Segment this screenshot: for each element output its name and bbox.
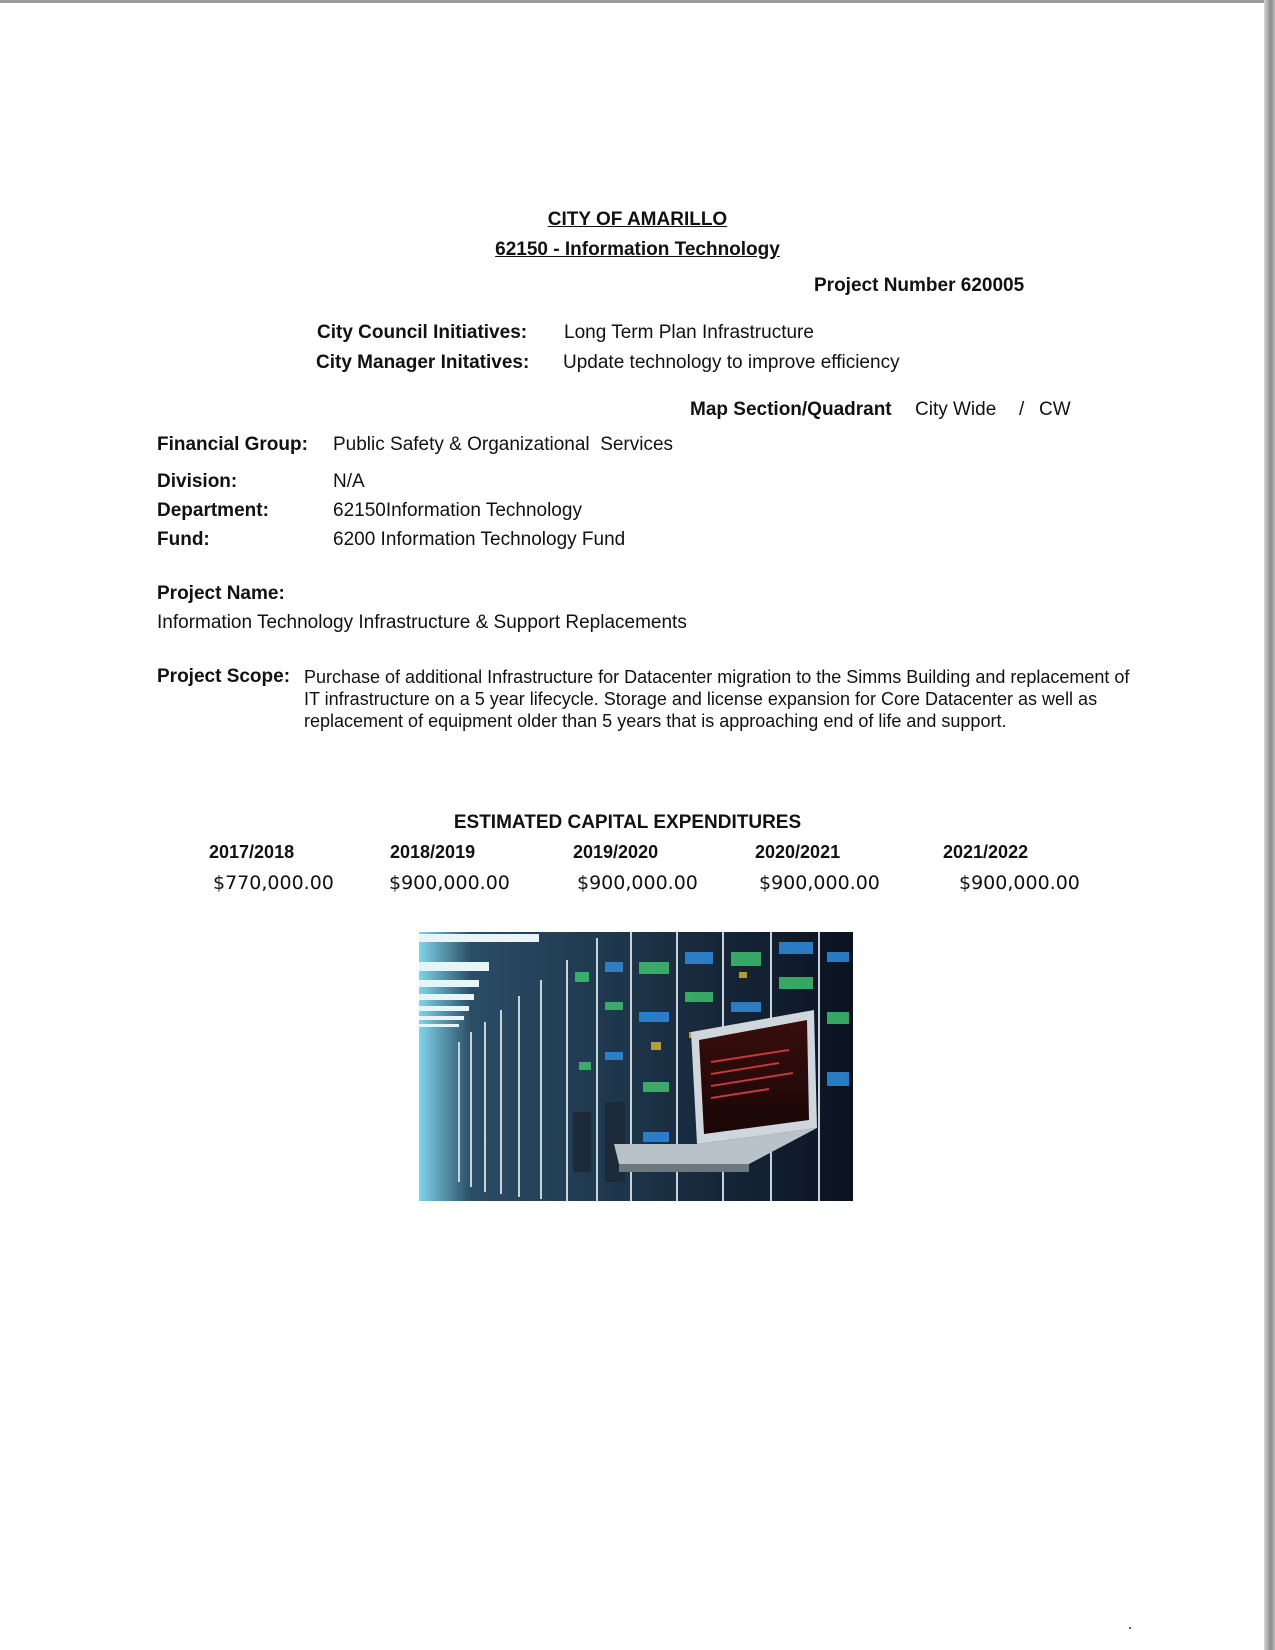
fiscal-year-2018: 2018/2019 (390, 842, 476, 862)
project-name-value: Information Technology Infrastructure & Support Replacements (157, 612, 687, 633)
project-scope-label: Project Scope: (157, 666, 291, 687)
department-value: 62150Information Technology (333, 500, 582, 521)
division-label: Division: (157, 471, 238, 492)
fiscal-year-2017: 2017/2018 (209, 842, 295, 862)
department-label: Department: (157, 500, 269, 521)
fiscal-year-2021: 2021/2022 (943, 842, 1029, 862)
org-title: CITY OF AMARILLO (547, 209, 728, 230)
fiscal-year-2020: 2020/2021 (755, 842, 841, 862)
council-initiatives-label: City Council Initiatives: (317, 322, 528, 343)
amount-2019: $900,000.00 (577, 872, 698, 894)
fund-label: Fund: (157, 529, 210, 550)
financial-group-value: Public Safety & Organizational Services (333, 434, 674, 455)
map-section-separator: / (1019, 399, 1025, 420)
scan-top-edge (0, 0, 1275, 3)
amount-2017: $770,000.00 (213, 872, 334, 894)
map-section-value: City Wide (915, 399, 997, 420)
amount-2021: $900,000.00 (959, 872, 1080, 894)
department-title: 62150 - Information Technology (495, 239, 780, 260)
amount-2018: $900,000.00 (389, 872, 510, 894)
amount-2020: $900,000.00 (759, 872, 880, 894)
project-number: Project Number 620005 (814, 275, 1025, 296)
map-section-label: Map Section/Quadrant (690, 399, 892, 420)
council-initiatives-value: Long Term Plan Infrastructure (564, 322, 814, 343)
datacenter-photo (419, 932, 853, 1201)
manager-initiatives-label: City Manager Initatives: (316, 352, 530, 373)
financial-group-label: Financial Group: (157, 434, 308, 455)
fund-value: 6200 Information Technology Fund (333, 529, 626, 550)
project-name-label: Project Name: (157, 583, 285, 604)
scan-speck (1129, 1627, 1131, 1629)
project-scope-text: Purchase of additional Infrastructure for Datacenter migration to the Simms Building and replacement of IT infrastructure on a 5 year lifecycle. Storage and license expansion for Core Datacenter as well as replacement of equipment older than 5 years that is approaching end of life and support. (304, 667, 1130, 731)
fiscal-year-2019: 2019/2020 (573, 842, 659, 862)
manager-initiatives-value: Update technology to improve efficiency (563, 352, 900, 373)
division-value: N/A (333, 471, 365, 492)
map-section-code: CW (1039, 399, 1071, 420)
expenditures-title: ESTIMATED CAPITAL EXPENDITURES (453, 812, 802, 833)
